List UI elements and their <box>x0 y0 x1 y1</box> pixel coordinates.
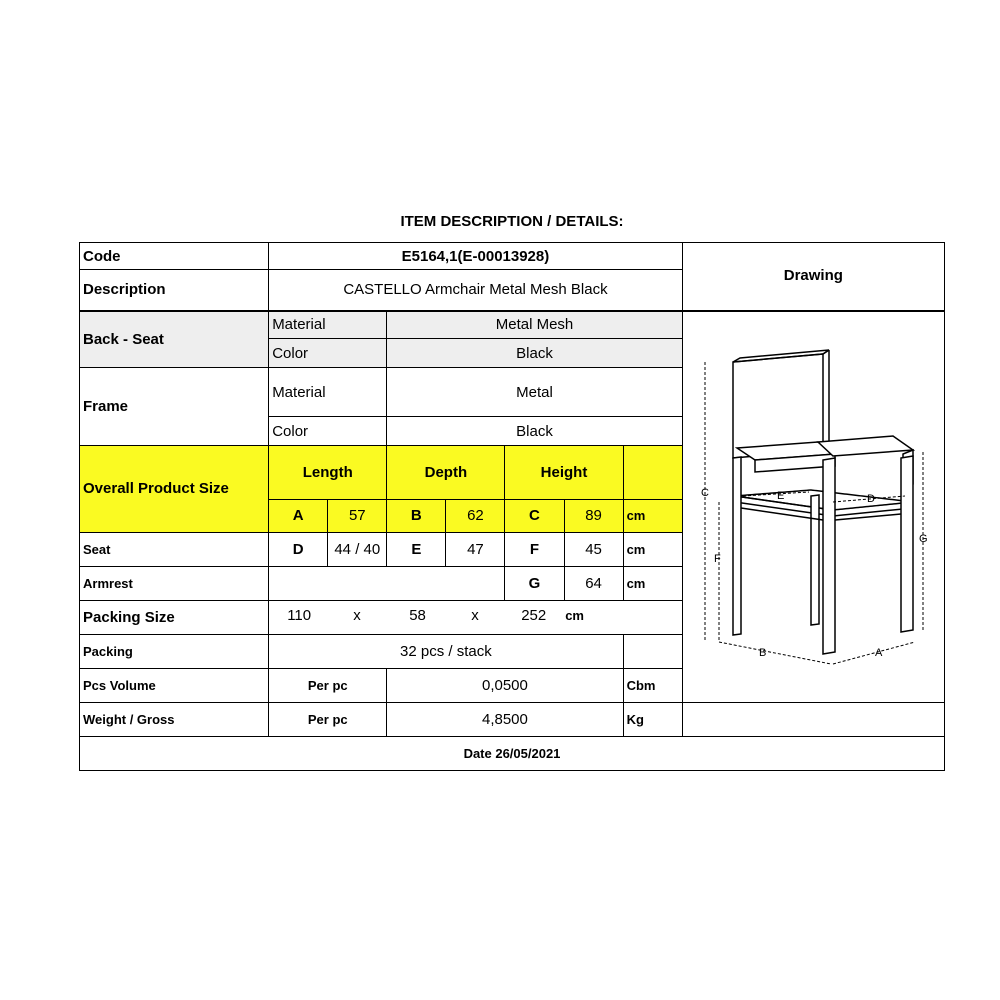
date-footer: Date 26/05/2021 <box>80 736 945 770</box>
overall-unit: cm <box>623 499 682 532</box>
packing-size-width: 58 <box>409 607 426 624</box>
volume-per: Per pc <box>269 668 387 702</box>
dim-b-value: 62 <box>446 499 505 532</box>
volume-value: 0,0500 <box>387 668 623 702</box>
armrest-blank <box>269 566 505 600</box>
height-header: Height <box>505 446 623 499</box>
packing-size-label: Packing Size <box>80 600 269 634</box>
chair-back-left-leg <box>733 457 741 635</box>
dim-b-line <box>719 642 831 664</box>
armrest-label: Armrest <box>80 566 269 600</box>
dim-f-value: 45 <box>564 532 623 566</box>
dim-label-b: B <box>758 646 767 659</box>
back-seat-color-label: Color <box>269 339 387 368</box>
dim-a-letter: A <box>269 499 328 532</box>
volume-label: Pcs Volume <box>80 668 269 702</box>
dim-label-f: F <box>713 552 721 565</box>
armrest-unit: cm <box>623 566 682 600</box>
code-value: E5164,1(E-00013928) <box>269 243 683 270</box>
dim-c-value: 89 <box>564 499 623 532</box>
dim-label-e: E <box>776 489 785 502</box>
dim-label-c: C <box>700 486 709 499</box>
length-header: Length <box>269 446 387 499</box>
packing-size-values <box>269 600 683 634</box>
dim-d-value: 44 / 40 <box>328 532 387 566</box>
dim-a-value: 57 <box>328 499 387 532</box>
packing-size-unit: cm <box>565 608 584 623</box>
drawing-label: Drawing <box>783 267 843 284</box>
document-title: ITEM DESCRIPTION / DETAILS: <box>400 213 624 230</box>
overall-size-label: Overall Product Size <box>80 446 269 532</box>
depth-header: Depth <box>387 446 505 499</box>
dim-label-a: A <box>874 646 883 659</box>
dim-g-letter: G <box>505 566 564 600</box>
packing-size-length: 110 <box>287 607 312 624</box>
seat-unit: cm <box>623 532 682 566</box>
frame-material-value: Metal <box>387 368 682 417</box>
description-label: Description <box>80 270 269 311</box>
packing-size-x1: x <box>353 607 361 624</box>
overall-header-blank <box>623 446 682 499</box>
dim-f-letter: F <box>505 532 564 566</box>
dim-label-d: D <box>866 492 875 505</box>
back-seat-label: Back - Seat <box>80 311 269 368</box>
dim-c-letter: C <box>505 499 564 532</box>
dim-e-value: 47 <box>446 532 505 566</box>
weight-per: Per pc <box>269 702 387 736</box>
chair-front-left-post <box>823 458 835 654</box>
packing-blank <box>623 634 682 668</box>
drawing-area <box>682 311 944 703</box>
back-seat-material-label: Material <box>269 311 387 339</box>
volume-unit: Cbm <box>623 668 682 702</box>
packing-label: Packing <box>80 634 269 668</box>
dim-g-value: 64 <box>564 566 623 600</box>
packing-size-height: 252 <box>521 607 547 624</box>
seat-label: Seat <box>80 532 269 566</box>
chair-front-right-post <box>901 456 913 632</box>
description-value: CASTELLO Armchair Metal Mesh Black <box>269 270 683 311</box>
packing-size-x2: x <box>471 607 479 624</box>
dim-e-letter: E <box>387 532 446 566</box>
dim-a-line <box>833 642 915 664</box>
code-label: Code <box>80 243 269 270</box>
frame-color-value: Black <box>387 417 682 446</box>
dim-b-letter: B <box>387 499 446 532</box>
drawing-header <box>682 243 944 311</box>
weight-unit: Kg <box>623 702 682 736</box>
weight-drawing-blank <box>682 702 944 736</box>
frame-color-label: Color <box>269 417 387 446</box>
back-seat-material-value: Metal Mesh <box>387 311 682 339</box>
dim-label-g: G <box>918 532 928 545</box>
packing-value: 32 pcs / stack <box>269 634 623 668</box>
back-seat-color-value: Black <box>387 339 682 368</box>
weight-label: Weight / Gross <box>80 702 269 736</box>
dim-d-letter: D <box>269 532 328 566</box>
frame-label: Frame <box>80 368 269 446</box>
weight-value: 4,8500 <box>387 702 623 736</box>
chair-back-right-leg <box>811 495 819 625</box>
frame-material-label: Material <box>269 368 387 417</box>
spec-table <box>79 242 945 771</box>
chair-drawing <box>683 312 945 698</box>
chair-right-armrest <box>818 436 913 456</box>
